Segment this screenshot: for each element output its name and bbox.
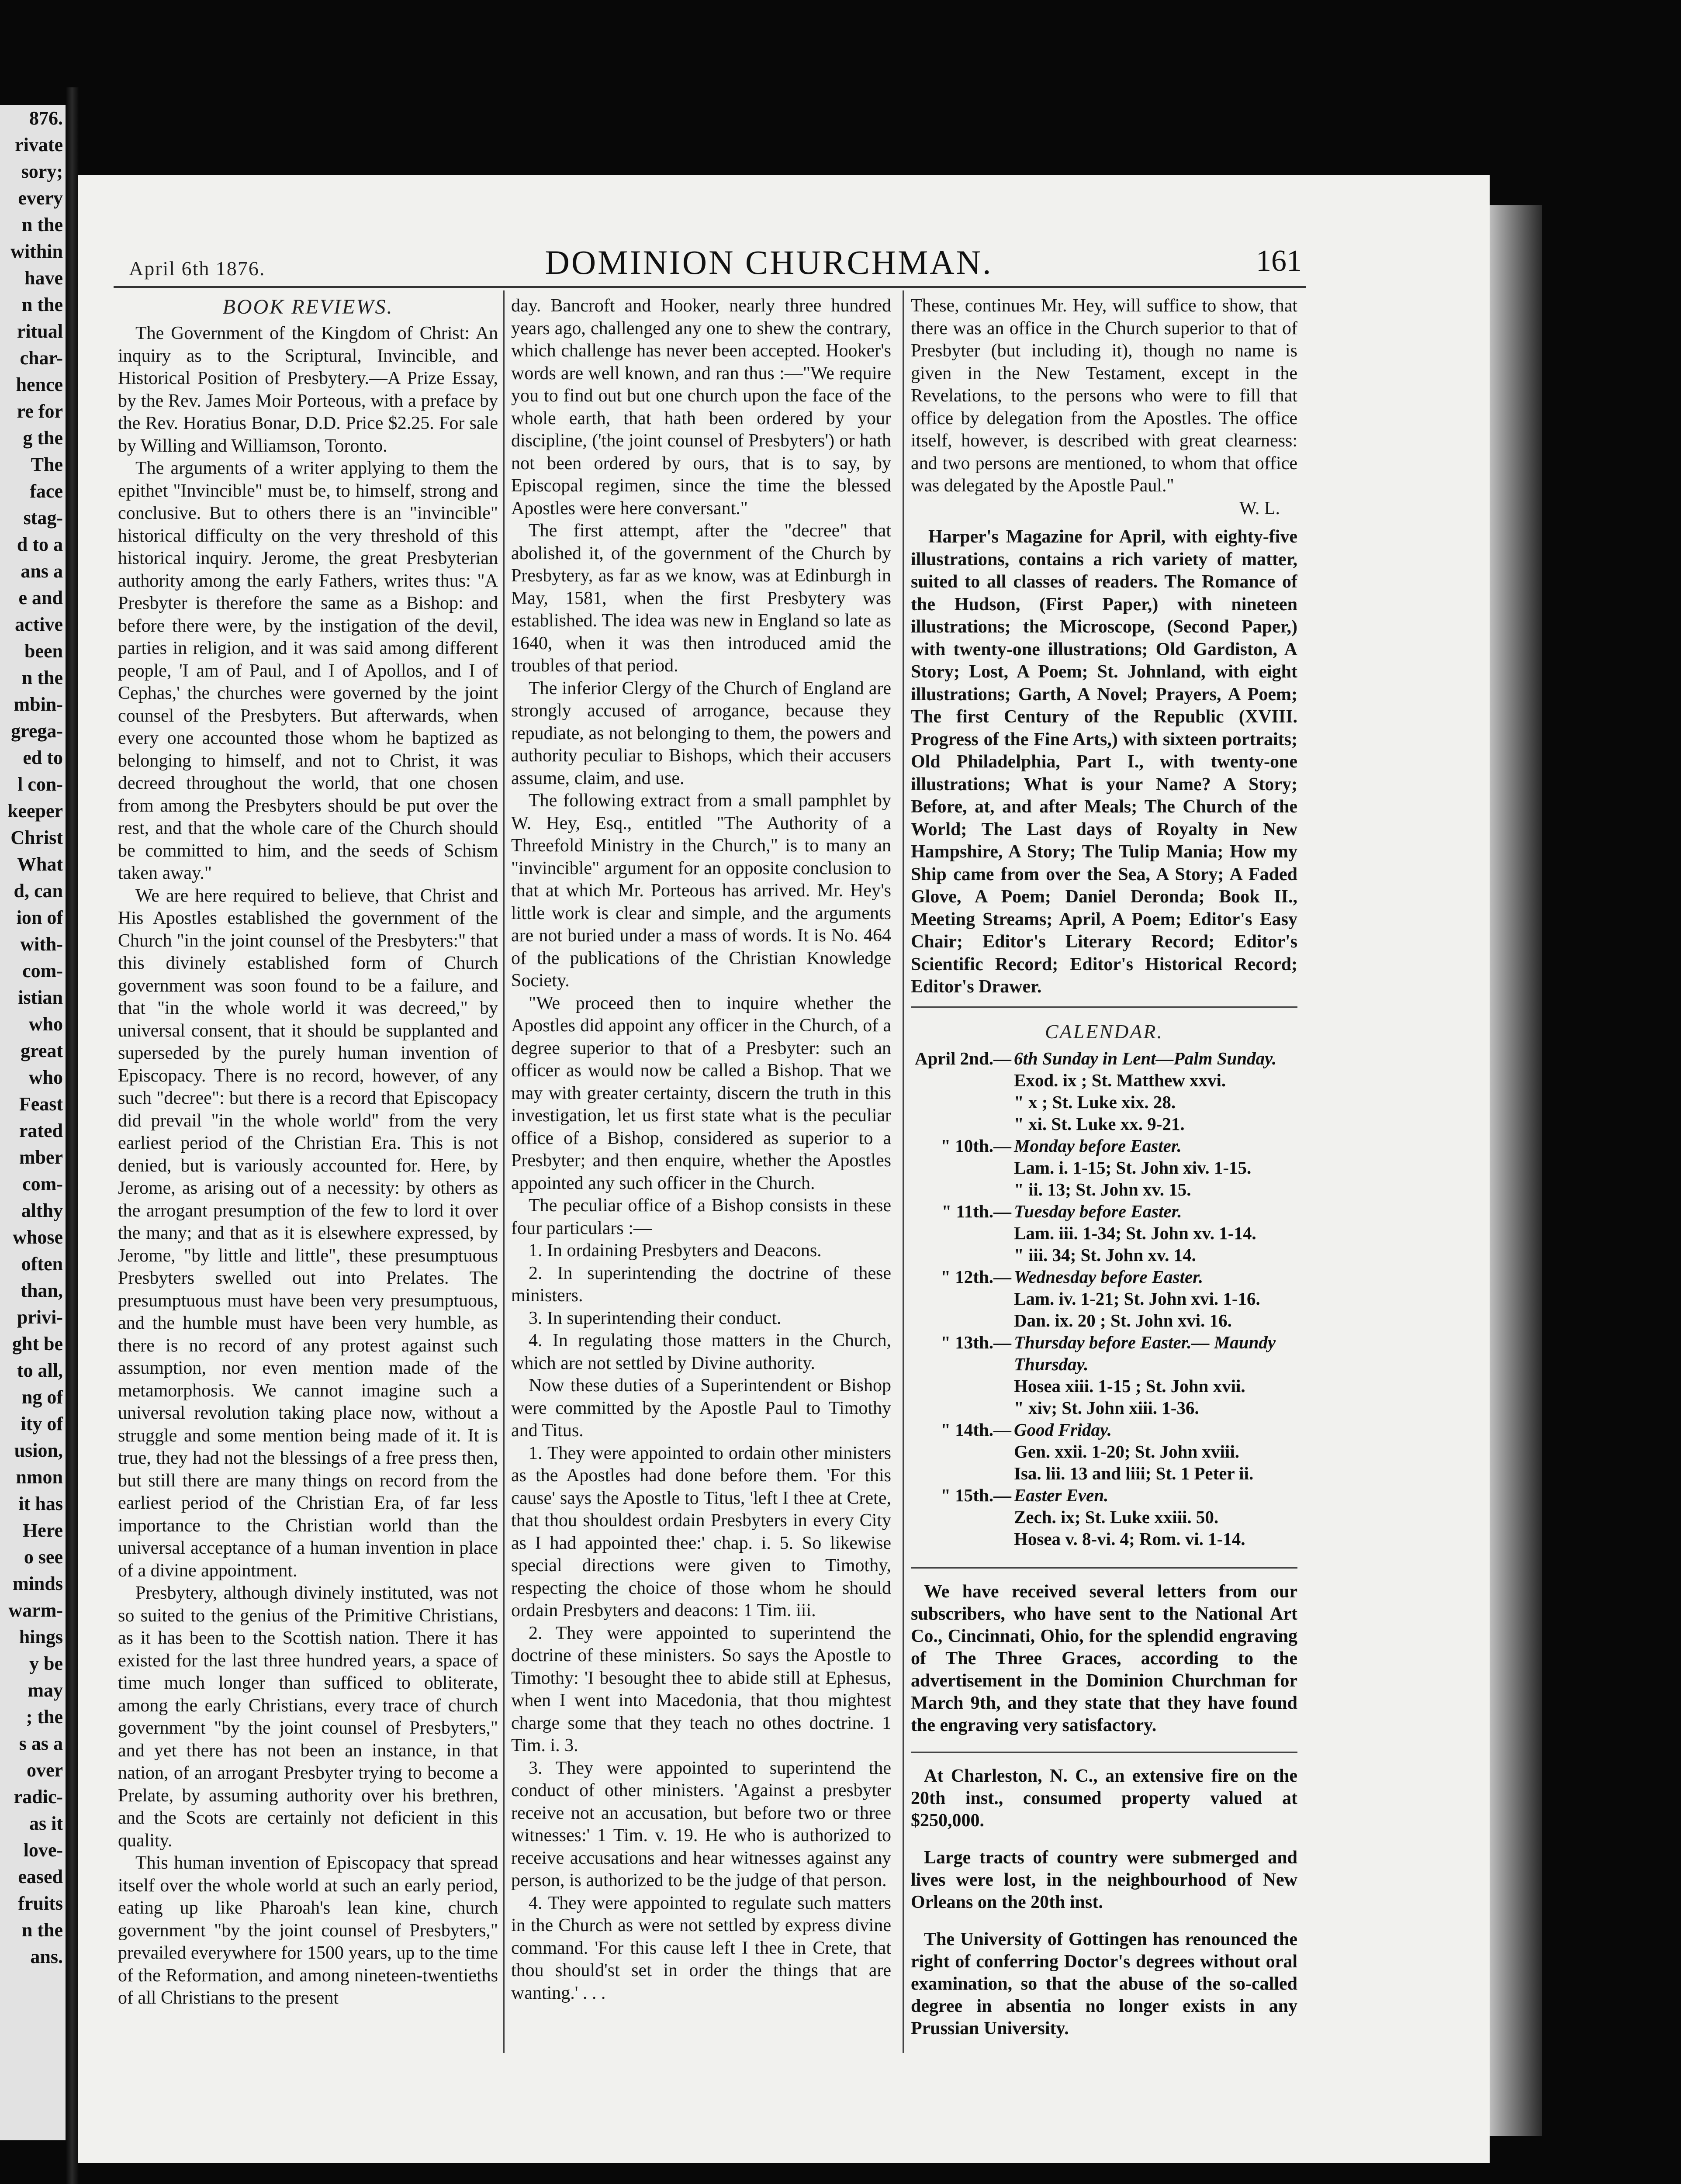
calendar-observance: Easter Even. — [1014, 1485, 1109, 1505]
calendar-lesson: Isa. lii. 13 and liii; St. 1 Peter ii. — [1014, 1463, 1254, 1483]
article-paragraph: The first attempt, after the "decree" that abolished it, of the government of the Church by Presbytery, as far as we know, was at Edinburgh in May, 1581, when the first Presbytery was established. The idea was new in England so late as 1640, when it was then introduced amid the troubles of that period. — [511, 521, 891, 676]
calendar-observance: Monday before Easter. — [1014, 1135, 1182, 1156]
left-page-fragment: n the — [21, 294, 63, 315]
left-page-fragment: mbin- — [14, 694, 63, 715]
book-review-continued — [511, 295, 891, 2004]
left-page-fragment: ng of — [21, 1386, 63, 1408]
left-page-fragment: o see — [24, 1546, 63, 1568]
calendar-observance: Wednesday before Easter. — [1014, 1266, 1204, 1287]
column-2 — [511, 295, 891, 2051]
quoted-paragraph: 1. They were appointed to ordain other ministers as the Apostles had done before them. 'For this cause' says the Apostle to Titus, 'left I thee at Crete, that thou shouldest ordain Presbyters in every City as I had appointed thee:' chap. i. 5. So likewise special directions were given to Timothy, respecting the choice of those whom he should ordain Presbyters and deacons: 1 Tim. iii. — [511, 1443, 891, 1621]
page-header — [114, 245, 1302, 284]
left-page-fragment: n the — [21, 667, 63, 688]
calendar-lesson: " xiv; St. John xiii. 1-36. — [1014, 1397, 1199, 1418]
left-page-fragment: ritual — [17, 321, 63, 342]
list-item: 4. In regulating those matters in the Church, which are not settled by Divine authority. — [511, 1330, 891, 1373]
left-page-fragment: rated — [19, 1120, 63, 1141]
section-divider — [911, 1567, 1297, 1569]
left-page-fragment: rivate — [15, 134, 63, 156]
calendar-date: " 13th.— — [941, 1332, 1011, 1352]
notice-paragraph: We have received several letters from our subscribers, who have sent to the National Art Co., Cincinnati, Ohio, for the splendid engraving of The Three Graces, according to the advertisement in the Dominion Churchman for March 9th, and they state that they have found the engraving very satisfactory. — [911, 1581, 1297, 1735]
calendar-lesson: Lam. iii. 1-34; St. John xv. 1-14. — [1014, 1223, 1256, 1243]
left-page-fragment: ght be — [12, 1333, 63, 1355]
left-page-fragment: althy — [21, 1200, 63, 1221]
left-page-fragment: n the — [21, 214, 63, 235]
calendar-lesson: Exod. ix ; St. Matthew xxvi. — [1014, 1070, 1226, 1090]
article-paragraph: The arguments of a writer applying to them the epithet "Invincible" must be, to himself, strong and conclusive. But to others there is an "invincible" historical difficulty on the very threshold of this historical inquiry. Jerome, the great Presbyterian authority among the early Fathers, writes thus: "A Presbyter is therefore the same as a Bishop: and before there were, by the instigation of the devil, parties in religion, and it was said among different people, 'I am of Paul, and I of Apollos, and I of Cephas,' the churches were governed by the joint counsel of the Presbyters. But afterwards, when every one accounted those whom he baptized as belonging to himself, and not to Christ, it was decreed throughout the world, that one chosen from among the Presbyters should be put over the rest, and that the whole care of the Church should be committed to him, and the seeds of Schism taken away." — [118, 458, 498, 883]
left-page-fragment: ion of — [16, 907, 63, 928]
calendar-lesson: " xi. St. Luke xx. 9-21. — [1014, 1113, 1185, 1134]
left-page-fragment: may — [28, 1679, 63, 1701]
quoted-paragraph: 4. They were appointed to regulate such matters in the Church as were not settled by express divine command. 'For this cause left I thee in Crete, that thou should'st set in order the things that are wanting.' . . . — [511, 1893, 891, 2003]
article-paragraph: The inferior Clergy of the Church of England are strongly accused of arrogance, because they repudiate, as not belonging to them, the powers and authority peculiar to Bishops, which their accusers assume, claim, and use. — [511, 678, 891, 788]
left-page-fragment: y be — [29, 1653, 63, 1674]
calendar-lesson: Hosea v. 8-vi. 4; Rom. vi. 1-14. — [1014, 1528, 1245, 1549]
review-citation: The Government of the Kingdom of Christ: An inquiry as to the Scriptural, Invincible, and Historical Position of Presbytery.—A Prize Essay, by the Rev. James Moir Porteous, with a preface by the Rev. Horatius Bonar, D.D. Price $2.25. For sale by Willing and Williamson, Toronto. — [118, 323, 498, 456]
left-page-fragment: s as a — [19, 1733, 63, 1754]
left-page-fragment: istian — [18, 987, 63, 1008]
calendar-observance: Thursday before Easter.— Maundy Thursday. — [1014, 1332, 1276, 1374]
left-page-fragment: minds — [13, 1573, 63, 1594]
notice-paragraph: Large tracts of country were submerged and lives were lost, in the neighbourhood of New Orleans on the 20th inst. — [911, 1847, 1297, 1912]
left-page-fragment: radic- — [14, 1786, 63, 1807]
calendar-entry — [911, 1331, 1297, 1375]
harpers-notice — [911, 526, 1297, 999]
header-date: April 6th 1876. — [129, 257, 266, 280]
left-page-fragment: Christ — [10, 827, 63, 848]
left-page-fragment: every — [18, 187, 63, 209]
left-page-fragment: stag- — [23, 507, 63, 529]
left-page-fragment: eased — [18, 1866, 63, 1887]
left-page-fragment: great — [21, 1040, 63, 1061]
left-page-fragment: hence — [16, 374, 63, 395]
article-paragraph: This human invention of Episcopacy that spread itself over the whole world at such an early period, eating up like Pharoah's lean kine, church government "by the joint counsel of Presbyters," prevailed everywhere for 1500 years, up to the time of the Reformation, and among nineteen-twentieths of all Christians to the present — [118, 1853, 498, 2008]
column-rule — [503, 290, 505, 2053]
book-review-article — [118, 322, 498, 2010]
left-page-fragment: The — [31, 454, 63, 475]
calendar-entry — [911, 1266, 1297, 1288]
left-page-fragment: have — [24, 267, 63, 289]
left-page-fragment: com- — [22, 1173, 63, 1195]
calendar-lesson: Zech. ix; St. Luke xxiii. 50. — [1014, 1507, 1219, 1527]
article-paragraph: Presbytery, although divinely instituted, was not so suited to the genius of the Primitive Christians, as it has been to the Scottish nation. There it has existed for the last three hundred years, a space of time much longer than sufficed to obliterate, among the early Christians, every trace of church government "by the joint counsel of Presbyters," and yet there has not been an instance, in that nation, of an arrogant Presbyter trying to become a Prelate, by assuming authority over his brethren, and the Scots are certainly not deficient in this quality. — [118, 1583, 498, 1851]
article-paragraph: day. Bancroft and Hooker, nearly three hundred years ago, challenged any one to shew the contrary, which challenge has never been accepted. Hooker's words are well known, and ran thus :—"We require you to find out but one church upon the face of the whole earth, that hath been ordered by your discipline, ('the joint counsel of Presbyters') or hath not been ordered by ours, that is to say, by Episcopal regimen, since the time the blessed Apostles were here conversant." — [511, 296, 891, 518]
notice-paragraph: At Charleston, N. C., an extensive fire on the 20th inst., consumed property valued at $250,000. — [911, 1766, 1297, 1831]
article-paragraph: We are here required to believe, that Christ and His Apostles established the government of the Church "in the joint counsel of the Presbyters:" that this divinely established form of Church government was soon found to be a failure, and that "in the whole world it was decreed," by universal consent, that it should be supplanted and superseded by the purely human invention of Episcopacy. There is no record, however, of any such "decree": but there is a record that Episcopacy did prevail "in the whole world" from the very earliest period of the Christian Era. This is not denied, but is variously accounted for. Here, by Jerome, as arising out of a necessity: by others as the arrogant presumption of the few to lord it over the many; and that as it is elsewhere expressed, by Jerome, "by little and little", these presumptuous Presbyters swelled out into Prelates. The presumptuous must have been very presumptuous, and the humble must have been very humble, as there is no record of any protest against such assumption, nor even mention made of the metamorphosis. We cannot imagine such a universal revolution taking place now, without a struggle and some mention being made of it. It is true, they had not the blessings of a free press then, but still there are many things on record from the earliest period of the Christian Era, of far less importance to the Christian world than the universal acceptance of a human invention in place of a divine appointment. — [118, 885, 498, 1581]
calendar-entry — [911, 1419, 1297, 1441]
left-page-fragment: ed to — [23, 747, 63, 768]
quoted-paragraph: 3. They were appointed to superintend the conduct of other ministers. 'Against a presbyter receive not an accusation, but before two or three witnesses:' 1 Tim. v. 19. He who is authorized to receive accusations and hear witnesses against any person, is authorized to be the judge of that person. — [511, 1758, 891, 1890]
left-page-fragment: active — [15, 614, 63, 635]
list-item: 3. In superintending their conduct. — [529, 1308, 782, 1328]
left-page-fragment: it has — [18, 1493, 63, 1514]
left-page-fragment: ans a — [21, 560, 63, 582]
binding-gutter — [66, 87, 79, 2184]
left-page-fragment: hings — [19, 1626, 63, 1648]
section-divider — [911, 1006, 1297, 1008]
left-page-fragment: whose — [13, 1227, 63, 1248]
calendar-date: " 12th.— — [941, 1266, 1011, 1287]
left-page-fragment: l con- — [17, 774, 63, 795]
quoted-paragraph: The peculiar office of a Bishop consists in these four particulars :— — [511, 1196, 891, 1238]
adjacent-page-edge — [0, 105, 66, 2140]
masthead-title: DOMINION CHURCHMAN. — [545, 243, 993, 281]
left-page-fragment: What — [17, 854, 63, 875]
list-item: 1. In ordaining Presbyters and Deacons. — [529, 1241, 822, 1261]
notice-paragraph: The University of Gottingen has renounced the right of conferring Doctor's degrees without oral examination, so that the abuse of the so-called degree in absentia no longer exists in any Prussian University. — [911, 1929, 1297, 2039]
section-heading: BOOK REVIEWS. — [222, 295, 394, 318]
column-3 — [911, 295, 1297, 2051]
left-page-fragment: 876. — [29, 107, 63, 129]
calendar-date: " 11th.— — [941, 1201, 1011, 1221]
calendar-lesson: Lam. iv. 1-21; St. John xvi. 1-16. — [1014, 1288, 1260, 1309]
book-review-conclusion — [911, 295, 1297, 520]
left-page-fragment: g the — [23, 427, 63, 449]
left-page-fragment: privi- — [17, 1306, 63, 1328]
header-rule — [114, 286, 1306, 288]
left-page-fragment: ity of — [21, 1413, 63, 1434]
left-page-fragment: usion, — [14, 1440, 63, 1461]
left-page-fragment: d, can — [14, 880, 63, 902]
calendar-lesson: " iii. 34; St. John xv. 14. — [1014, 1244, 1196, 1265]
harpers-paragraph: Harper's Magazine for April, with eighty-five illustrations, contains a rich variety of matter, suited to all classes of readers. The Romance of the Hudson, (First Paper,) with nineteen illustrations; the Microscope, (Second Paper,) with twenty-one illustrations; Old Gardiston, A Story; Lost, A Poem; St. Johnland, with eight illustrations; Garth, A Novel; Prayers, A Poem; The first Century of the Republic (XVIII. Progress of the Fine Arts,) with sixteen portraits; Old Philadelphia, Part I., with twenty-one illustrations; What is your Name? A Story; Before, at, and after Meals; The Church of the World; The Last days of Royalty in New Hampshire, A Story; The Tulip Mania; How my Ship came from over the Sea, A Story; A Faded Glove, A Poem; Daniel Deronda; Book II., Meeting Streams; April, A Poem; Editor's Easy Chair; Editor's Literary Record; Editor's Scientific Record; Editor's Historical Record; Editor's Drawer. — [911, 527, 1297, 997]
left-page-fragment: char- — [20, 347, 63, 369]
left-page-fragment: Feast — [19, 1093, 63, 1115]
left-page-fragment: sory; — [21, 161, 63, 182]
calendar-observance: Good Friday. — [1014, 1419, 1112, 1440]
calendar-entry — [911, 1135, 1297, 1157]
calendar-date: " 10th.— — [941, 1135, 1011, 1156]
column-1 — [118, 295, 498, 2051]
left-page-fragment: Here — [22, 1520, 63, 1541]
page-number: 161 — [1256, 244, 1302, 278]
left-page-fragment: often — [21, 1253, 63, 1275]
calendar-entry — [911, 1047, 1297, 1069]
left-page-fragment: face — [30, 480, 63, 502]
article-paragraph: The following extract from a small pamphlet by W. Hey, Esq., entitled "The Authority of a Threefold Ministry in the Church," is to many an "invincible" argument for an opposite conclusion to that at which Mr. Porteous has arrived. Mr. Hey's little work is clear and simple, and the arguments are not buried under a mass of words. It is No. 464 of the publications of the Christian Knowledge Society. — [511, 791, 891, 991]
section-divider — [911, 1752, 1297, 1753]
left-page-fragment: who — [28, 1013, 63, 1035]
left-page-fragment: n the — [21, 1919, 63, 1941]
news-notices — [911, 1581, 1297, 2040]
left-page-fragment: warm- — [8, 1600, 63, 1621]
calendar-lesson: Gen. xxii. 1-20; St. John xviii. — [1014, 1441, 1239, 1462]
left-page-fragment: com- — [22, 960, 63, 981]
left-page-fragment: than, — [21, 1280, 63, 1301]
calendar-lesson: " ii. 13; St. John xv. 15. — [1014, 1179, 1191, 1199]
calendar-date: " 15th.— — [941, 1485, 1011, 1505]
left-page-fragment: e and — [18, 587, 63, 608]
left-page-fragment: over — [26, 1759, 63, 1781]
left-page-fragment: been — [24, 640, 63, 662]
quoted-paragraph: "We proceed then to inquire whether the Apostles did appoint any officer in the Church, of a degree superior to that of a Presbyter: such an officer as would now be called a Bishop. That we may with greater certainty, discern the truth in this investigation, let us first state what is the peculiar office of a Bishop, considered as superior to a Presbyter; and then enquire, whether the Apostles appointed any such officer in the Church. — [511, 993, 891, 1193]
list-item: 2. In superintending the doctrine of these ministers. — [511, 1263, 891, 1306]
calendar-lesson: Hosea xiii. 1-15 ; St. John xvii. — [1014, 1375, 1245, 1396]
left-page-fragment: d to a — [17, 534, 63, 555]
left-page-fragment: mber — [19, 1147, 63, 1168]
calendar-lesson: Lam. i. 1-15; St. John xiv. 1-15. — [1014, 1157, 1252, 1178]
left-page-fragment: nmon — [16, 1466, 63, 1488]
page-stack-edge — [1490, 205, 1542, 2136]
left-page-fragment: as it — [29, 1813, 63, 1834]
calendar-observance: Tuesday before Easter. — [1014, 1201, 1182, 1221]
left-page-fragment: grega- — [11, 720, 63, 742]
quoted-paragraph: 2. They were appointed to superintend the doctrine of these ministers. So says the Apostle to Timothy: 'I besought thee to abide still at Ephesus, when I went into Macedonia, that thou mightest charge some that they teach no othes doctrine. 1 Tim. i. 3. — [511, 1623, 891, 1755]
author-signature: W. L. — [1239, 498, 1280, 518]
calendar-entry — [911, 1200, 1297, 1222]
quoted-paragraph: Now these duties of a Superintendent or Bishop were committed by the Apostle Paul to Timothy and Titus. — [511, 1375, 891, 1441]
left-page-fragment: fruits — [18, 1893, 63, 1914]
column-rule — [903, 290, 904, 2053]
calendar-lesson: " x ; St. Luke xix. 28. — [1014, 1092, 1176, 1112]
left-page-fragment: keeper — [7, 800, 63, 822]
calendar-observance: 6th Sunday in Lent—Palm Sunday. — [1014, 1048, 1277, 1068]
calendar-entry — [911, 1484, 1297, 1506]
left-page-fragment: love- — [23, 1839, 63, 1861]
left-page-fragment: ans. — [30, 1946, 63, 1967]
left-page-fragment: who — [28, 1067, 63, 1088]
left-page-fragment: with- — [20, 933, 63, 955]
left-page-fragment: to all, — [17, 1360, 63, 1381]
calendar-heading: CALENDAR. — [1045, 1020, 1164, 1043]
calendar-date: April 2nd.— — [915, 1048, 1011, 1068]
calendar-list — [911, 1047, 1297, 1550]
calendar-date: " 14th.— — [941, 1419, 1011, 1440]
left-page-fragment: re for — [17, 401, 63, 422]
calendar-lesson: Dan. ix. 20 ; St. John xvi. 16. — [1014, 1310, 1232, 1330]
article-paragraph: These, continues Mr. Hey, will suffice to show, that there was an office in the Church superior to that of Presbyter (but including it), though no name is given in the New Testament, except in the Revelations, to the persons who were to fill that office by delegation from the Apostles. The office itself, however, is described with great clearness: and two persons are mentioned, to whom that office was delegated by the Apostle Paul." — [911, 296, 1297, 496]
left-page-fragment: within — [10, 241, 63, 262]
left-page-fragment: ; the — [26, 1706, 63, 1728]
